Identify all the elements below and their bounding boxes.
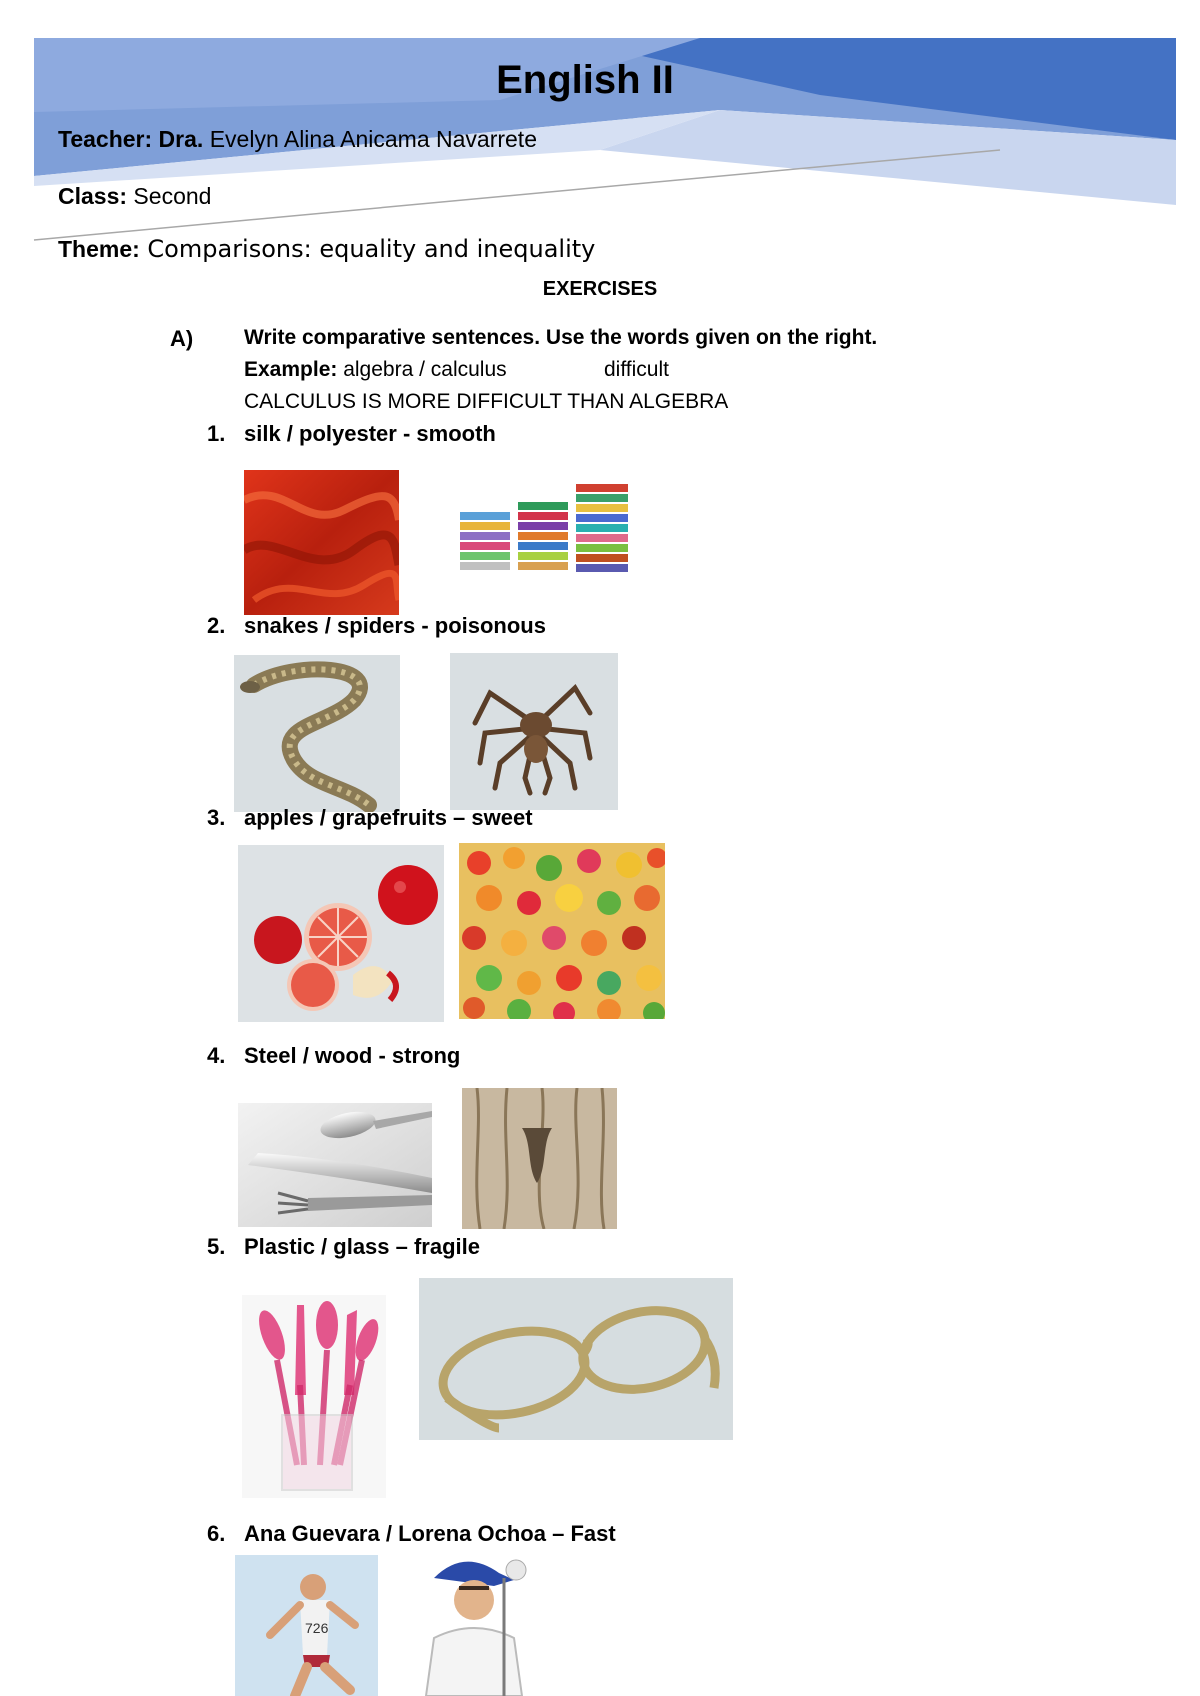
exercise-instruction: Write comparative sentences. Use the words given on the right.	[244, 326, 878, 349]
class-line	[58, 183, 211, 210]
exercise-letter: A)	[170, 326, 194, 351]
wood-bark-image	[462, 1088, 617, 1229]
item-number: 5.	[207, 1234, 226, 1259]
teacher-name: Evelyn Alina Anicama Navarrete	[203, 126, 537, 152]
item-2	[207, 613, 546, 639]
example-words: algebra / calculus	[337, 358, 507, 381]
item-6	[207, 1521, 616, 1547]
document-title: English II	[496, 58, 674, 102]
item-text: apples / grapefruits – sweet	[244, 805, 533, 830]
item-text: snakes / spiders - poisonous	[244, 613, 546, 638]
item-number: 2.	[207, 613, 226, 638]
item-4	[207, 1043, 460, 1069]
item-number: 4.	[207, 1043, 226, 1068]
theme-label: Theme:	[58, 236, 140, 262]
gummy-candies-image	[459, 843, 665, 1019]
class-label: Class:	[58, 183, 128, 209]
theme-line	[58, 235, 595, 263]
item-number: 6.	[207, 1521, 226, 1546]
teacher-line	[58, 126, 537, 153]
snake-image	[234, 655, 400, 812]
pink-plastic-cutlery-in-glass-image	[242, 1295, 386, 1498]
apples-and-grapefruits-image	[238, 845, 444, 1022]
item-3	[207, 805, 533, 831]
tarantula-spider-image	[450, 653, 618, 810]
item-5	[207, 1234, 480, 1260]
red-silk-fabric-image	[244, 470, 399, 615]
teacher-label: Teacher: Dra.	[58, 126, 204, 152]
class-value: Second	[127, 183, 212, 209]
item-number: 3.	[207, 805, 226, 830]
golfer-illustration-image	[404, 1548, 538, 1696]
eyeglasses-image	[419, 1278, 733, 1440]
theme-value: Comparisons: equality and inequality	[139, 235, 596, 263]
exercises-heading: EXERCISES	[542, 278, 658, 300]
example-adjective: difficult	[604, 358, 669, 381]
runner-illustration-image	[235, 1555, 378, 1696]
example-label: Example:	[244, 358, 338, 381]
item-text: Ana Guevara / Lorena Ochoa – Fast	[244, 1521, 616, 1546]
polyester-thread-spools-image	[458, 482, 633, 582]
item-number: 1.	[207, 421, 226, 446]
item-text: Steel / wood - strong	[244, 1043, 461, 1068]
item-text: silk / polyester - smooth	[244, 421, 496, 446]
example-answer: CALCULUS IS MORE DIFFICULT THAN ALGEBRA	[244, 390, 729, 413]
example-line	[244, 358, 507, 382]
svg-text:726: 726	[305, 1620, 329, 1636]
item-1	[207, 421, 496, 447]
item-text: Plastic / glass – fragile	[244, 1234, 481, 1259]
steel-cutlery-image	[238, 1103, 432, 1227]
